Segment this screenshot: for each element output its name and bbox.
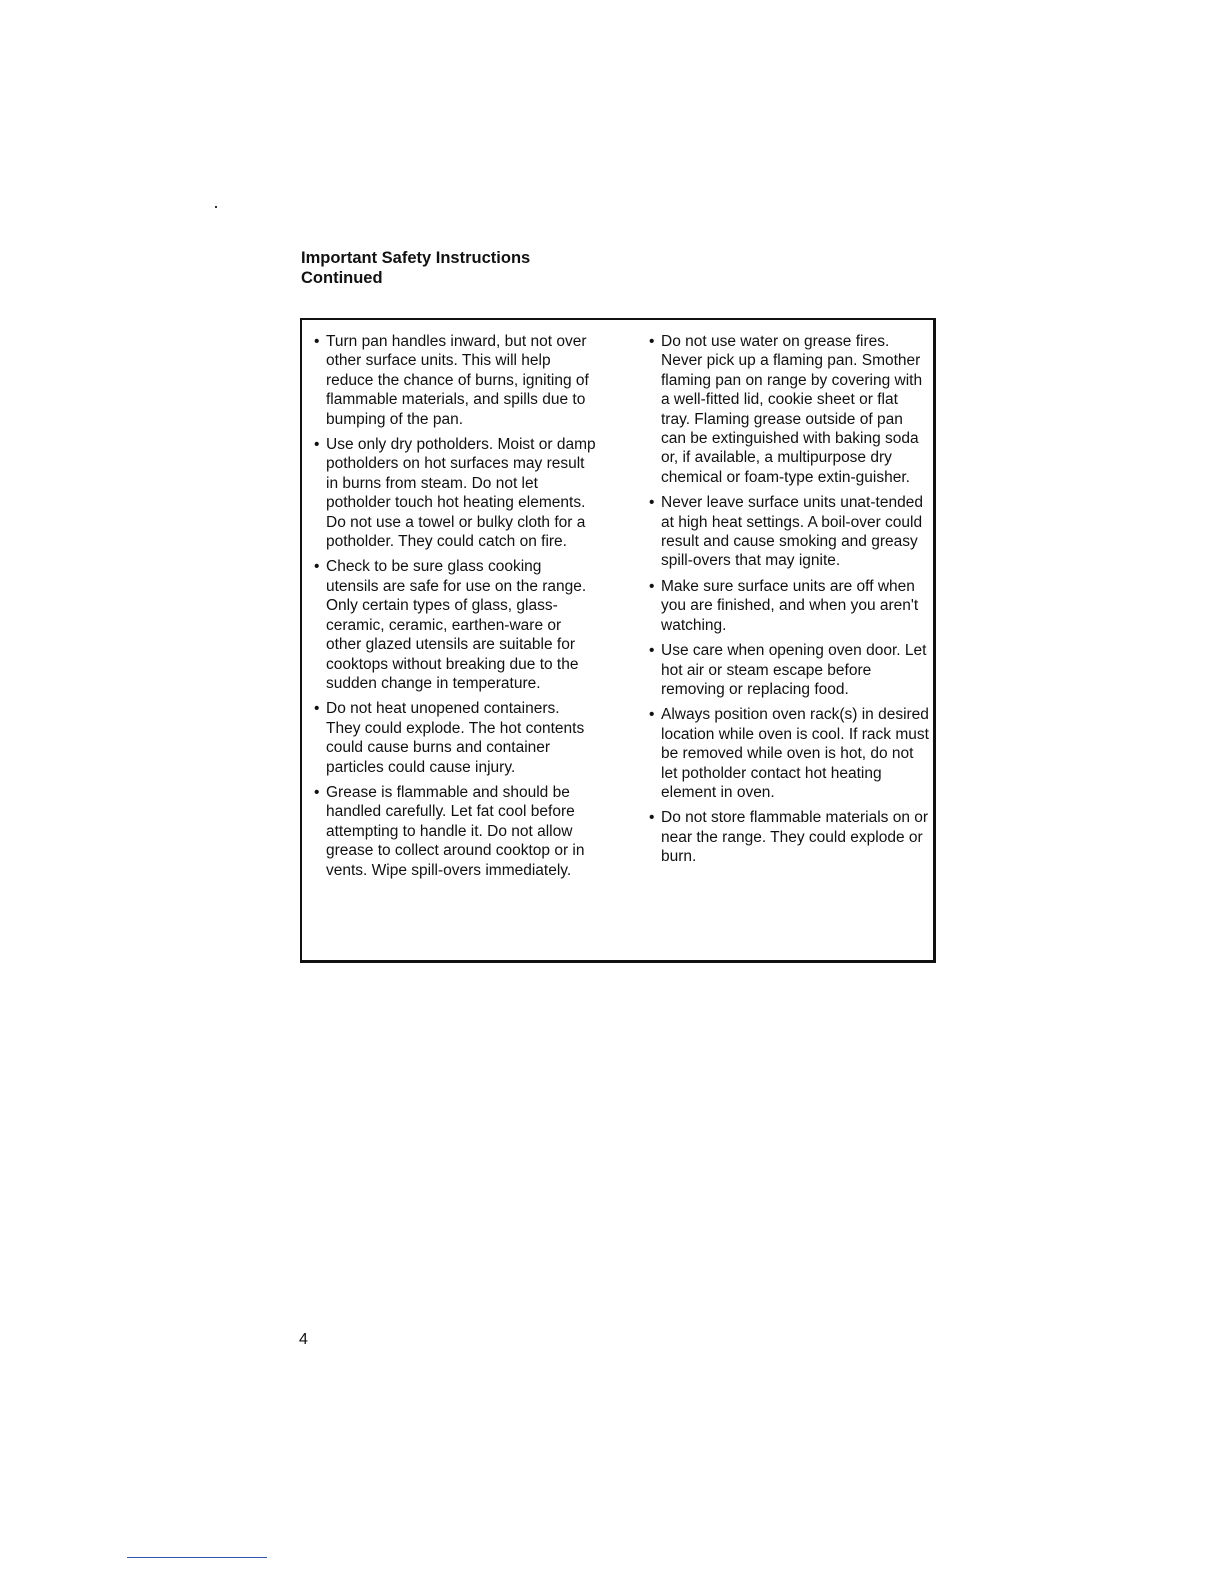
instruction-item: • Use care when opening oven door. Let hot air or steam escape before removing or replacing food. bbox=[649, 641, 929, 699]
heading-title: Important Safety Instructions bbox=[301, 249, 531, 267]
instruction-item: • Never leave surface units unat-tended at high heat settings. A boil-over could result and cause smoking and greasy spill-overs that may ignite. bbox=[649, 493, 929, 571]
left-instruction-list bbox=[314, 332, 596, 886]
footer-rule bbox=[127, 1557, 267, 1558]
instruction-item: • Turn pan handles inward, but not over other surface units. This will help reduce the chance of burns, igniting of flammable materials, and spills due to bumping of the pan. bbox=[314, 332, 596, 429]
instruction-item: • Use only dry potholders. Moist or damp potholders on hot surfaces may result in burns from steam. Do not let potholder touch hot heating elements. Do not use a towel or bulky cloth for a potholder. They could catch on fire. bbox=[314, 435, 596, 551]
instruction-item: • Always position oven rack(s) in desired location while oven is cool. If rack must be removed while oven is hot, do not let potholder contact hot heating element in oven. bbox=[649, 705, 929, 802]
section-heading bbox=[301, 248, 701, 288]
safety-instructions-box bbox=[300, 318, 936, 963]
stray-mark bbox=[215, 206, 217, 208]
right-instruction-list bbox=[649, 332, 929, 873]
instruction-item: • Do not use water on grease fires. Never pick up a flaming pan. Smother flaming pan on range by covering with a well-fitted lid, cookie sheet or flat tray. Flaming grease outside of pan can be extinguished with baking soda or, if available, a multipurpose dry chemical or foam-type extin-guisher. bbox=[649, 332, 929, 487]
page-number: 4 bbox=[299, 1331, 308, 1348]
instruction-item: • Do not heat unopened containers. They could explode. The hot contents could cause burns and container particles could cause injury. bbox=[314, 699, 596, 777]
instruction-item: • Check to be sure glass cooking utensils are safe for use on the range. Only certain types of glass, glass-ceramic, ceramic, earthen-ware or other glazed utensils are suitable for cooktops without breaking due to the sudden change in temperature. bbox=[314, 557, 596, 693]
instruction-item: • Grease is flammable and should be handled carefully. Let fat cool before attempting to handle it. Do not allow grease to collect around cooktop or in vents. Wipe spill-overs immediately. bbox=[314, 783, 596, 880]
heading-subtitle: Continued bbox=[301, 269, 383, 287]
instruction-item: • Make sure surface units are off when you are finished, and when you aren't watching. bbox=[649, 577, 929, 635]
instruction-item: • Do not store flammable materials on or near the range. They could explode or burn. bbox=[649, 808, 929, 866]
